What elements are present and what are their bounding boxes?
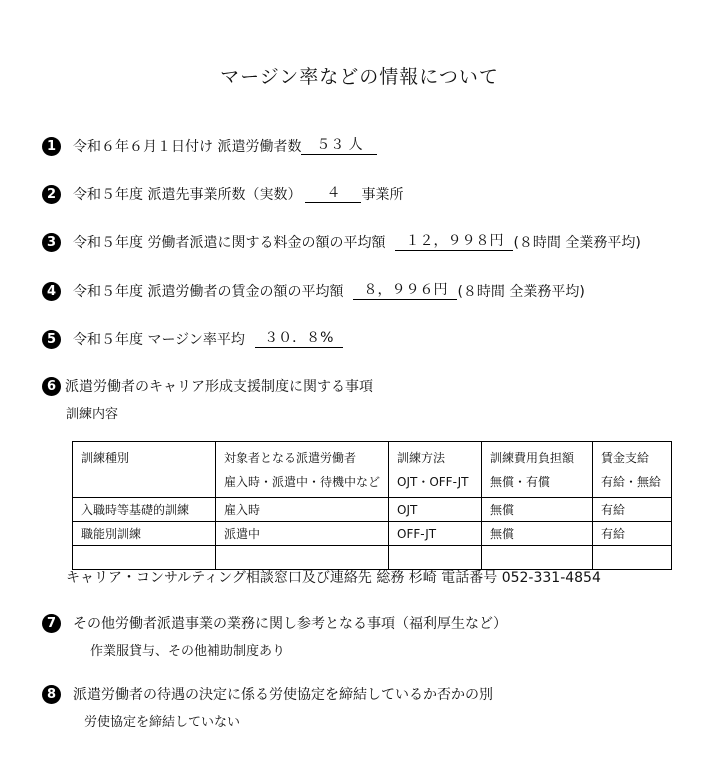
table-cell (73, 546, 216, 570)
item-7-sub: 作業服貸与、その他補助制度あり (90, 644, 286, 659)
table-header-cell: 対象者となる派遣労働者 雇入時・派遣中・待機中など (216, 442, 389, 498)
item-8-label: 派遣労働者の待遇の決定に係る労使協定を締結しているか否かの別 (73, 687, 493, 703)
item-1 (42, 136, 377, 156)
circled-number-8: 8 (42, 685, 61, 704)
table-cell: 派遣中 (216, 522, 389, 546)
table-cell: 職能別訓練 (73, 522, 216, 546)
page-title: マージン率などの情報について (220, 66, 499, 88)
circled-number-7: 7 (42, 614, 61, 633)
table-row (73, 546, 672, 570)
table-cell: 無償 (482, 522, 593, 546)
item-6-sub: 訓練内容 (66, 407, 119, 422)
contact-info: キャリア・コンサルティング相談窓口及び連絡先 総務 杉崎 電話番号 052-331-4854 (66, 570, 601, 586)
table-header-row (73, 442, 672, 498)
item-2 (42, 184, 403, 204)
table-cell: 雇入時 (216, 498, 389, 522)
circled-number-5: 5 (42, 330, 61, 349)
circled-number-6: 6 (42, 377, 61, 396)
circled-number-4: 4 (42, 282, 61, 301)
circled-number-1: 1 (42, 137, 61, 156)
circled-number-3: 3 (42, 233, 61, 252)
table-cell (216, 546, 389, 570)
item-4-value: ８，９９６円 (353, 282, 457, 300)
table-cell: 有給 (593, 498, 672, 522)
item-5-label: 令和５年度 マージン率平均 (73, 332, 245, 348)
table-cell: 入職時等基礎的訓練 (73, 498, 216, 522)
item-5-value: ３０．８% (255, 330, 343, 348)
table-cell (482, 546, 593, 570)
item-4-label: 令和５年度 派遣労働者の賃金の額の平均額 (73, 284, 344, 300)
item-3-value: １２，９９８円 (395, 233, 513, 251)
item-3-label: 令和５年度 労働者派遣に関する料金の額の平均額 (73, 235, 386, 251)
table-cell: OJT (389, 498, 482, 522)
item-1-label: 令和６年６月１日付け 派遣労働者数 (73, 139, 302, 155)
table-cell (389, 546, 482, 570)
item-2-label: 令和５年度 派遣先事業所数（実数） (73, 187, 302, 203)
item-6-label: 派遣労働者のキャリア形成支援制度に関する事項 (65, 379, 373, 395)
table-cell: 無償 (482, 498, 593, 522)
table-header-cell: 訓練方法 OJT・OFF-JT (389, 442, 482, 498)
item-8-sub: 労使協定を締結していない (84, 715, 241, 730)
table-cell: OFF-JT (389, 522, 482, 546)
item-2-value: ４ (305, 185, 361, 203)
table-header-cell: 賃金支給 有給・無給 (593, 442, 672, 498)
item-3 (42, 232, 641, 252)
table-header-cell: 訓練費用負担額 無償・有償 (482, 442, 593, 498)
item-4-suffix: (８時間 全業務平均) (457, 284, 585, 300)
table-row (73, 522, 672, 546)
item-5 (42, 329, 343, 349)
item-7-label: その他労働者派遣事業の業務に関し参考となる事項（福利厚生など） (73, 616, 507, 632)
item-2-suffix: 事業所 (361, 187, 404, 203)
table-row (73, 498, 672, 522)
table-cell (593, 546, 672, 570)
item-7 (42, 613, 507, 633)
item-4 (42, 281, 585, 301)
item-6 (42, 376, 373, 396)
item-1-value: ５３ 人 (301, 137, 377, 155)
table-header-cell: 訓練種別 (73, 442, 216, 498)
circled-number-2: 2 (42, 185, 61, 204)
item-8 (42, 684, 493, 704)
item-3-suffix: (８時間 全業務平均) (513, 235, 641, 251)
training-table (72, 441, 672, 570)
table-cell: 有給 (593, 522, 672, 546)
